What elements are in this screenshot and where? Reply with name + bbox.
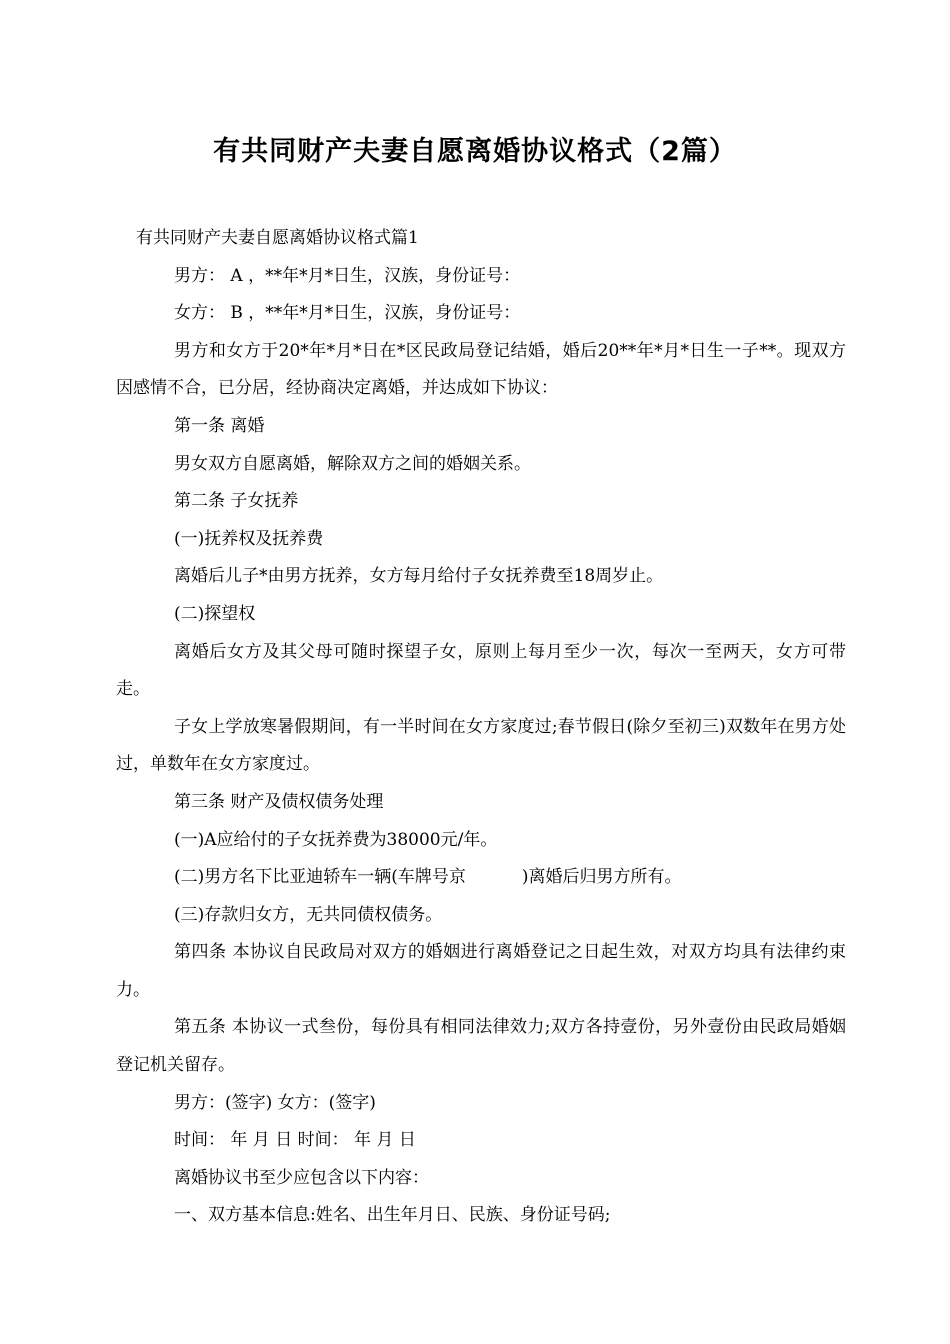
article-3-item-2-part-a: (二)男方名下比亚迪轿车一辆(车牌号京 [174,867,466,888]
intro-paragraph: 男方和女方于20*年*月*日在*区民政局登记结婚，婚后20**年*月*日生一子**。现双方因感情不合，已分居，经协商决定离婚，并达成如下协议： [116,340,846,399]
section-subtitle: 有共同财产夫妻自愿离婚协议格式篇1 [136,228,419,248]
article-5: 第五条 本协议一式叁份，每份具有相同法律效力;双方各持壹份，另外壹份由民政局婚姻登记机关留存。 [116,1017,846,1076]
date-line: 时间： 年 月 日 时间： 年 月 日 [174,1130,416,1151]
article-3-item-2 [116,859,846,897]
document-body [116,220,846,1235]
contents-item-1: 一、双方基本信息:姓名、出生年月日、民族、身份证号码; [174,1205,611,1226]
article-3-item-1: (一)A应给付的子女抚养费为38000元/年。 [174,829,498,850]
article-2-holiday-text: 子女上学放寒暑假期间，有一半时间在女方家度过;春节假日(除夕至初三)双数年在男方处过，单数年在女方家度过。 [116,716,846,775]
signature-line: 男方：(签字) 女方：(签字) [174,1092,376,1113]
article-3-item-2-part-b: )离婚后归男方所有。 [521,867,682,888]
article-2-sub1-text: 离婚后儿子*由男方抚养，女方每月给付子女抚养费至18周岁止。 [174,566,664,587]
article-3-item-3: (三)存款归女方，无共同债权债务。 [174,904,443,925]
article-4: 第四条 本协议自民政局对双方的婚姻进行离婚登记之日起生效，对双方均具有法律约束力。 [116,942,846,1000]
article-2-heading: 第二条 子女抚养 [174,491,299,512]
article-1-text: 男女双方自愿离婚，解除双方之间的婚姻关系。 [174,453,531,474]
contents-intro: 离婚协议书至少应包含以下内容： [174,1167,429,1188]
article-2-sub2-heading: (二)探望权 [174,603,256,624]
document-title: 有共同财产夫妻自愿离婚协议格式（2篇） [213,136,737,167]
woman-info: 女方： B ，**年*月*日生，汉族，身份证号： [174,303,521,324]
article-2-sub1-heading: (一)抚养权及抚养费 [174,528,324,549]
article-3-heading: 第三条 财产及债权债务处理 [174,791,384,812]
article-2-sub2-text: 离婚后女方及其父母可随时探望子女，原则上每月至少一次，每次一至两天，女方可带走。 [116,641,846,700]
article-1-heading: 第一条 离婚 [174,415,265,436]
man-info: 男方： A ，**年*月*日生，汉族，身份证号： [174,265,521,286]
